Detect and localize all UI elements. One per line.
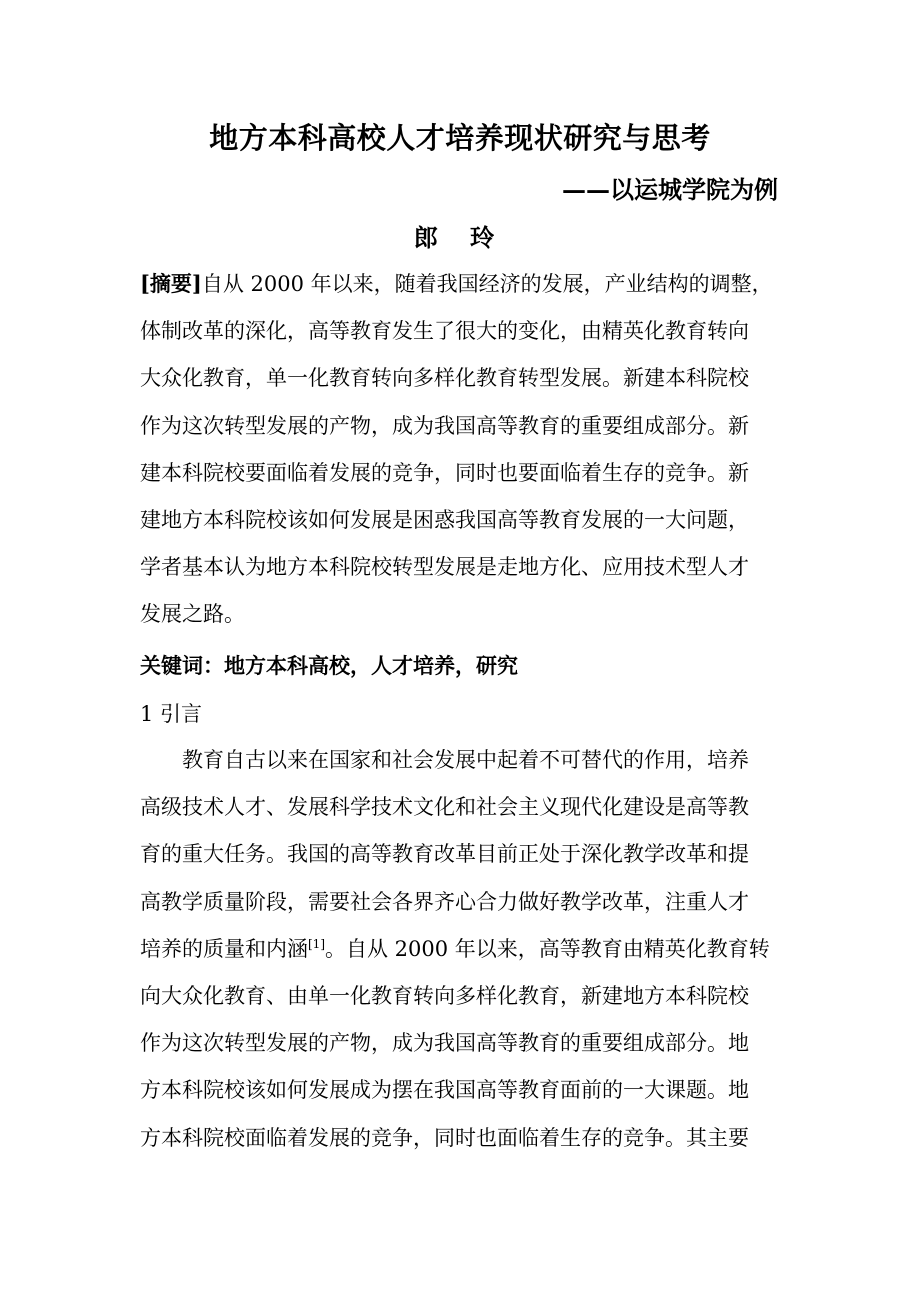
abstract-label: [摘要] (140, 271, 202, 296)
paragraph-line: 向大众化教育、由单一化教育转向多样化教育，新建地方本科院校 (140, 984, 749, 1009)
abstract-line: 建地方本科院校该如何发展是困惑我国高等教育发展的一大问题， (140, 508, 749, 533)
author-name: 郎 玲 (413, 223, 507, 252)
paragraph-line: 教育自古以来在国家和社会发展中起着不可替代的作用，培养 (182, 748, 749, 772)
abstract-line: 体制改革的深化，高等教育发生了很大的变化，由精英化教育转向 (140, 319, 749, 344)
paragraph-line: 育的重大任务。我国的高等教育改革目前正处于深化教学改革和提 (140, 842, 749, 867)
document-title: 地方本科高校人才培养现状研究与思考 (209, 121, 711, 155)
abstract-line: 学者基本认为地方本科院校转型发展是走地方化、应用技术型人才 (140, 555, 749, 580)
document-subtitle: ——以运城学院为例 (562, 175, 778, 204)
paragraph-line (140, 926, 780, 973)
citation-reference: [1] (308, 936, 325, 951)
abstract-line (140, 260, 780, 308)
abstract-text: 自从 2000 年以来，随着我国经济的发展，产业结构的调整， (201, 272, 773, 296)
introduction-paragraph (140, 737, 780, 1162)
text-after-citation: 。自从 2000 年以来，高等教育由精英化教育转 (325, 936, 770, 961)
paragraph-line: 高级技术人才、发展科学技术文化和社会主义现代化建设是高等教 (140, 795, 749, 820)
abstract-line: 大众化教育，单一化教育转向多样化教育转型发展。新建本科院校 (140, 366, 749, 391)
paragraph-line: 高教学质量阶段，需要社会各界齐心合力做好教学改革，注重人才 (140, 889, 749, 914)
abstract-line: 建本科院校要面临着发展的竞争，同时也要面临着生存的竞争。新 (140, 460, 749, 485)
abstract-paragraph (140, 260, 780, 639)
abstract-line: 作为这次转型发展的产物，成为我国高等教育的重要组成部分。新 (140, 413, 749, 438)
paragraph-line: 作为这次转型发展的产物，成为我国高等教育的重要组成部分。地 (140, 1031, 749, 1056)
text-before-citation: 培养的质量和内涵 (140, 936, 308, 961)
paragraph-line: 方本科院校该如何发展成为摆在我国高等教育面前的一大课题。地 (140, 1078, 749, 1103)
abstract-line: 发展之路。 (140, 602, 245, 627)
keywords: 关键词：地方本科高校，人才培养，研究 (140, 653, 518, 678)
paragraph-line: 方本科院校面临着发展的竞争，同时也面临着生存的竞争。其主要 (140, 1125, 749, 1150)
section-heading-introduction: 1 引言 (140, 702, 203, 726)
